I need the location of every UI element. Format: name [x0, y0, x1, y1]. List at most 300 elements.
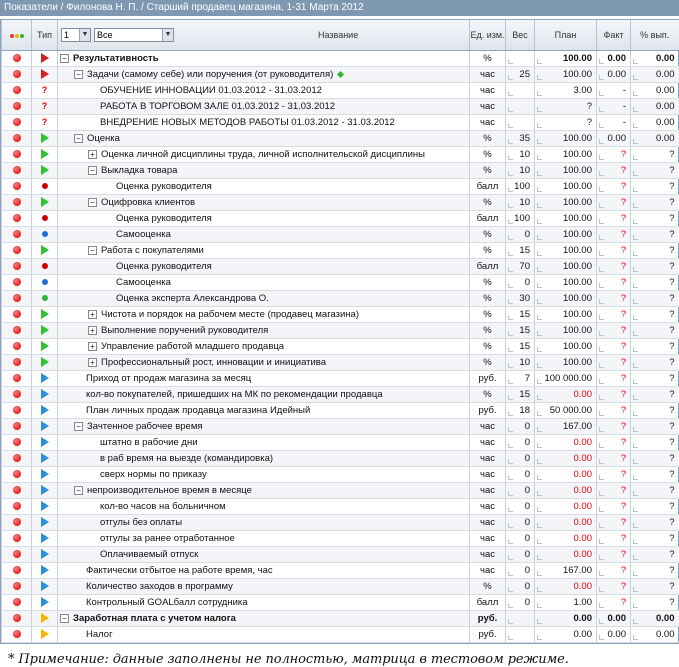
plan-cell: 50 000.00	[535, 403, 597, 419]
play-triangle-icon	[41, 325, 49, 335]
row-name: непроизводительное время в месяце	[87, 485, 252, 496]
unit-cell: час	[470, 115, 506, 131]
status-red-icon	[13, 278, 21, 286]
status-cell	[2, 99, 32, 115]
fact-column-header: Факт	[597, 20, 631, 51]
plan-cell: 0.00	[535, 499, 597, 515]
name-cell[interactable]	[58, 131, 470, 147]
weight-cell	[506, 51, 535, 67]
name-cell[interactable]	[58, 531, 470, 547]
pct-cell: ?	[631, 483, 679, 499]
status-cell	[2, 259, 32, 275]
status-cell	[2, 131, 32, 147]
name-cell[interactable]	[58, 355, 470, 371]
pct-cell: ?	[631, 259, 679, 275]
unit-cell: час	[470, 531, 506, 547]
play-triangle-icon	[41, 453, 49, 463]
name-cell[interactable]	[58, 323, 470, 339]
play-triangle-icon	[41, 357, 49, 367]
pct-cell: ?	[631, 291, 679, 307]
collapse-icon[interactable]: −	[88, 166, 97, 175]
fact-cell: ?	[597, 323, 631, 339]
name-cell[interactable]	[58, 67, 470, 83]
fact-cell: -	[597, 99, 631, 115]
row-name: Оцифровка клиентов	[101, 197, 196, 208]
plan-cell: 3.00	[535, 83, 597, 99]
status-cell	[2, 243, 32, 259]
table-row[interactable]	[2, 627, 679, 643]
table-row[interactable]	[2, 371, 679, 387]
unit-cell: час	[470, 499, 506, 515]
status-red-icon	[13, 422, 21, 430]
unit-cell: балл	[470, 179, 506, 195]
status-cell	[2, 435, 32, 451]
play-triangle-icon	[41, 133, 49, 143]
weight-cell: 0	[506, 435, 535, 451]
table-row[interactable]	[2, 99, 679, 115]
weight-cell: 0	[506, 515, 535, 531]
status-red-icon	[13, 214, 21, 222]
row-name: кол-во покупателей, пришедших на МК по рекомендации продавца	[86, 389, 383, 400]
table-row[interactable]	[2, 275, 679, 291]
status-cell	[2, 227, 32, 243]
status-cell	[2, 51, 32, 67]
pct-cell: ?	[631, 355, 679, 371]
table-row[interactable]	[2, 515, 679, 531]
name-cell[interactable]	[58, 147, 470, 163]
plan-cell: 167.00	[535, 419, 597, 435]
status-red-icon	[13, 134, 21, 142]
table-row[interactable]	[2, 403, 679, 419]
table-row[interactable]	[2, 131, 679, 147]
unit-cell: %	[470, 227, 506, 243]
name-cell[interactable]	[58, 483, 470, 499]
type-column-header: Тип	[32, 20, 58, 51]
pct-cell: ?	[631, 323, 679, 339]
status-red-icon	[13, 534, 21, 542]
weight-cell: 0	[506, 531, 535, 547]
row-name: Налог	[86, 629, 113, 640]
pct-cell: ?	[631, 515, 679, 531]
type-cell	[32, 419, 58, 435]
name-cell[interactable]	[58, 371, 470, 387]
collapse-icon[interactable]: −	[74, 422, 83, 431]
fact-cell: ?	[597, 451, 631, 467]
table-row[interactable]	[2, 115, 679, 131]
name-cell[interactable]	[58, 227, 470, 243]
name-cell[interactable]	[58, 515, 470, 531]
row-name: Оценка руководителя	[116, 213, 212, 224]
row-name: Оплачиваемый отпуск	[100, 549, 199, 560]
play-triangle-icon	[41, 517, 49, 527]
unit-cell: %	[470, 355, 506, 371]
table-row[interactable]	[2, 195, 679, 211]
name-cell[interactable]	[58, 211, 470, 227]
table-row[interactable]	[2, 339, 679, 355]
fact-cell: 0.00	[597, 627, 631, 643]
fact-cell: ?	[597, 515, 631, 531]
row-name: Выкладка товара	[101, 165, 178, 176]
name-cell[interactable]	[58, 99, 470, 115]
pct-cell: ?	[631, 451, 679, 467]
play-triangle-icon	[41, 309, 49, 319]
pct-cell: ?	[631, 579, 679, 595]
pct-cell: ?	[631, 467, 679, 483]
collapse-icon[interactable]: −	[74, 70, 83, 79]
fact-cell: ?	[597, 419, 631, 435]
play-triangle-icon	[41, 501, 49, 511]
status-dots-icon	[9, 30, 24, 40]
unit-cell: %	[470, 275, 506, 291]
name-cell[interactable]	[58, 579, 470, 595]
table-row[interactable]	[2, 547, 679, 563]
pct-cell: ?	[631, 435, 679, 451]
question-mark-icon: ?	[41, 117, 48, 127]
name-cell[interactable]	[58, 595, 470, 611]
fact-cell: ?	[597, 163, 631, 179]
fact-cell: ?	[597, 371, 631, 387]
status-cell	[2, 147, 32, 163]
status-cell	[2, 627, 32, 643]
plan-cell: 0.00	[535, 627, 597, 643]
row-name: ОБУЧЕНИЕ ИННОВАЦИИ 01.03.2012 - 31.03.2012	[100, 85, 322, 96]
status-red-icon	[13, 342, 21, 350]
plan-cell: 0.00	[535, 579, 597, 595]
pct-cell: ?	[631, 499, 679, 515]
level-select[interactable]	[61, 28, 91, 42]
name-cell[interactable]	[58, 259, 470, 275]
row-name: Выполнение поручений руководителя	[101, 325, 269, 336]
pct-cell: 0.00	[631, 627, 679, 643]
plan-cell: 0.00	[535, 483, 597, 499]
name-cell[interactable]	[58, 163, 470, 179]
fact-cell: ?	[597, 387, 631, 403]
status-red-icon	[13, 230, 21, 238]
weight-cell: 25	[506, 67, 535, 83]
fact-cell: ?	[597, 467, 631, 483]
type-cell	[32, 211, 58, 227]
play-triangle-icon	[41, 629, 49, 639]
name-cell[interactable]	[58, 291, 470, 307]
type-cell	[32, 627, 58, 643]
name-cell[interactable]	[58, 451, 470, 467]
status-cell	[2, 179, 32, 195]
table-row[interactable]	[2, 291, 679, 307]
table-row[interactable]	[2, 243, 679, 259]
plan-cell: 0.00	[535, 467, 597, 483]
unit-cell: балл	[470, 211, 506, 227]
fact-cell: 0.00	[597, 131, 631, 147]
unit-cell: %	[470, 323, 506, 339]
breadcrumb: Показатели / Филонова Н. П. / Старший продавец магазина, 1-31 Марта 2012	[0, 0, 679, 16]
name-cell[interactable]	[58, 611, 470, 627]
collapse-icon[interactable]: −	[74, 486, 83, 495]
fact-cell: ?	[597, 403, 631, 419]
plan-cell: 100.00	[535, 355, 597, 371]
plan-cell: 0.00	[535, 435, 597, 451]
table-row[interactable]	[2, 483, 679, 499]
expand-icon[interactable]: +	[88, 326, 97, 335]
play-triangle-icon	[41, 597, 49, 607]
fact-cell: ?	[597, 563, 631, 579]
name-cell[interactable]	[58, 275, 470, 291]
row-name: Контрольный GOALбалл сотрудника	[86, 597, 248, 608]
table-row[interactable]	[2, 259, 679, 275]
name-cell[interactable]	[58, 467, 470, 483]
status-red-icon	[13, 598, 21, 606]
fact-cell: ?	[597, 275, 631, 291]
table-row[interactable]	[2, 355, 679, 371]
pct-cell: ?	[631, 163, 679, 179]
type-cell	[32, 179, 58, 195]
table-row[interactable]	[2, 435, 679, 451]
name-cell[interactable]	[58, 547, 470, 563]
name-cell[interactable]	[58, 419, 470, 435]
status-red-icon	[13, 438, 21, 446]
unit-cell: руб.	[470, 611, 506, 627]
weight-cell	[506, 611, 535, 627]
type-cell	[32, 259, 58, 275]
name-cell[interactable]	[58, 51, 470, 67]
weight-cell: 0	[506, 467, 535, 483]
unit-column-header: Ед. изм.	[470, 20, 506, 51]
small-dot-icon	[42, 279, 48, 285]
name-cell[interactable]	[58, 243, 470, 259]
status-cell	[2, 275, 32, 291]
plan-cell: 0.00	[535, 387, 597, 403]
status-red-icon	[13, 390, 21, 398]
unit-cell: %	[470, 163, 506, 179]
status-red-icon	[13, 406, 21, 414]
table-header	[2, 20, 679, 51]
table-row[interactable]	[2, 611, 679, 627]
weight-cell: 0	[506, 419, 535, 435]
weight-cell: 10	[506, 147, 535, 163]
collapse-icon[interactable]: −	[60, 54, 69, 63]
status-red-icon	[13, 550, 21, 558]
table-row[interactable]	[2, 307, 679, 323]
table-row[interactable]	[2, 387, 679, 403]
row-name: Оценка эксперта Александрова О.	[116, 293, 269, 304]
name-cell[interactable]	[58, 563, 470, 579]
weight-cell: 10	[506, 163, 535, 179]
row-name: Работа с покупателями	[101, 245, 204, 256]
plan-cell: 100.00	[535, 339, 597, 355]
weight-cell: 15	[506, 387, 535, 403]
unit-cell: %	[470, 147, 506, 163]
pct-cell: 0.00	[631, 67, 679, 83]
weight-cell: 0	[506, 499, 535, 515]
unit-cell: час	[470, 451, 506, 467]
status-red-icon	[13, 614, 21, 622]
fact-cell: ?	[597, 179, 631, 195]
expand-icon[interactable]: +	[88, 310, 97, 319]
plan-cell: 100.00	[535, 323, 597, 339]
unit-cell: %	[470, 579, 506, 595]
status-red-icon	[13, 374, 21, 382]
unit-cell: руб.	[470, 371, 506, 387]
play-triangle-icon	[41, 389, 49, 399]
weight-cell: 15	[506, 243, 535, 259]
unit-cell: час	[470, 467, 506, 483]
status-cell	[2, 499, 32, 515]
table-row[interactable]	[2, 499, 679, 515]
expand-icon[interactable]: +	[88, 150, 97, 159]
table-row[interactable]	[2, 51, 679, 67]
expand-icon[interactable]: +	[88, 342, 97, 351]
table-row[interactable]	[2, 83, 679, 99]
table-row[interactable]	[2, 147, 679, 163]
type-cell	[32, 515, 58, 531]
indicators-table	[0, 19, 679, 644]
type-cell	[32, 83, 58, 99]
table-row[interactable]	[2, 179, 679, 195]
status-red-icon	[13, 102, 21, 110]
small-dot-icon	[42, 231, 48, 237]
table-row[interactable]	[2, 67, 679, 83]
row-name: ВНЕДРЕНИЕ НОВЫХ МЕТОДОВ РАБОТЫ 01.03.2012 - 31.03.2012	[100, 117, 395, 128]
weight-cell: 0	[506, 451, 535, 467]
name-cell[interactable]	[58, 387, 470, 403]
status-red-icon	[13, 294, 21, 302]
name-cell[interactable]	[58, 195, 470, 211]
filter-select[interactable]	[94, 28, 174, 42]
weight-cell: 100	[506, 211, 535, 227]
fact-cell: ?	[597, 483, 631, 499]
name-cell[interactable]	[58, 83, 470, 99]
status-red-icon	[13, 166, 21, 174]
status-cell	[2, 579, 32, 595]
plan-cell: 100.00	[535, 243, 597, 259]
type-cell	[32, 243, 58, 259]
pct-cell: ?	[631, 307, 679, 323]
weight-cell: 0	[506, 547, 535, 563]
row-name: Фактически отбытое на работе время, час	[86, 565, 273, 576]
weight-cell	[506, 83, 535, 99]
table-row[interactable]	[2, 595, 679, 611]
type-cell	[32, 195, 58, 211]
collapse-icon[interactable]: −	[88, 198, 97, 207]
fact-cell: ?	[597, 259, 631, 275]
play-triangle-icon	[41, 165, 49, 175]
name-cell[interactable]	[58, 307, 470, 323]
row-name: сверх нормы по приказу	[100, 469, 207, 480]
table-row[interactable]	[2, 227, 679, 243]
status-red-icon	[13, 182, 21, 190]
weight-cell	[506, 115, 535, 131]
pct-cell: 0.00	[631, 131, 679, 147]
status-cell	[2, 467, 32, 483]
fact-cell: ?	[597, 531, 631, 547]
plan-cell: 100.00	[535, 51, 597, 67]
play-triangle-icon	[41, 549, 49, 559]
play-triangle-icon	[41, 341, 49, 351]
table-row[interactable]	[2, 323, 679, 339]
name-cell[interactable]	[58, 179, 470, 195]
play-triangle-icon	[41, 53, 49, 63]
fact-cell: ?	[597, 435, 631, 451]
status-red-icon	[13, 54, 21, 62]
type-cell	[32, 499, 58, 515]
plan-cell: 100.00	[535, 275, 597, 291]
row-name: Зачтенное рабочее время	[87, 421, 203, 432]
status-cell	[2, 387, 32, 403]
weight-cell: 0	[506, 227, 535, 243]
collapse-icon[interactable]: −	[74, 134, 83, 143]
pct-cell: ?	[631, 339, 679, 355]
fact-cell: ?	[597, 339, 631, 355]
fact-cell: ?	[597, 595, 631, 611]
play-triangle-icon	[41, 565, 49, 575]
unit-cell: %	[470, 131, 506, 147]
table-row[interactable]	[2, 579, 679, 595]
row-name: Задачи (самому себе) или поручения (от руководителя)	[87, 69, 334, 80]
type-cell	[32, 403, 58, 419]
name-cell[interactable]	[58, 627, 470, 643]
weight-cell: 30	[506, 291, 535, 307]
name-cell[interactable]	[58, 115, 470, 131]
table-row[interactable]	[2, 451, 679, 467]
status-cell	[2, 611, 32, 627]
unit-cell: %	[470, 243, 506, 259]
unit-cell: %	[470, 339, 506, 355]
question-mark-icon: ?	[41, 101, 48, 111]
weight-cell: 0	[506, 563, 535, 579]
table-row[interactable]	[2, 531, 679, 547]
table-row[interactable]	[2, 211, 679, 227]
status-red-icon	[13, 118, 21, 126]
status-red-icon	[13, 150, 21, 158]
table-row[interactable]	[2, 563, 679, 579]
weight-cell: 0	[506, 483, 535, 499]
status-red-icon	[13, 518, 21, 526]
name-header-label: Название	[318, 30, 359, 40]
unit-cell: руб.	[470, 403, 506, 419]
pct-cell: ?	[631, 563, 679, 579]
unit-cell: час	[470, 67, 506, 83]
name-cell[interactable]	[58, 403, 470, 419]
diamond-icon	[337, 71, 344, 78]
unit-cell: час	[470, 483, 506, 499]
name-cell[interactable]	[58, 499, 470, 515]
unit-cell: руб.	[470, 627, 506, 643]
plan-cell: 100 000.00	[535, 371, 597, 387]
type-cell	[32, 531, 58, 547]
collapse-icon[interactable]: −	[88, 246, 97, 255]
name-cell[interactable]	[58, 435, 470, 451]
play-triangle-icon	[41, 373, 49, 383]
plan-cell: 100.00	[535, 291, 597, 307]
unit-cell: час	[470, 563, 506, 579]
fact-cell: ?	[597, 227, 631, 243]
name-cell[interactable]	[58, 339, 470, 355]
status-red-icon	[13, 454, 21, 462]
weight-cell	[506, 99, 535, 115]
table-row[interactable]	[2, 419, 679, 435]
play-triangle-icon	[41, 437, 49, 447]
status-cell	[2, 451, 32, 467]
plan-cell: 1.00	[535, 595, 597, 611]
table-row[interactable]	[2, 163, 679, 179]
collapse-icon[interactable]: −	[60, 614, 69, 623]
expand-icon[interactable]: +	[88, 358, 97, 367]
footnote: * Примечание: данные заполнены не полностью, матрица в тестовом режиме.	[8, 652, 569, 667]
row-name: отгулы за ранее отработанное	[100, 533, 235, 544]
status-cell	[2, 83, 32, 99]
fact-cell: ?	[597, 355, 631, 371]
row-name: Результативность	[73, 53, 159, 64]
table-row[interactable]	[2, 467, 679, 483]
